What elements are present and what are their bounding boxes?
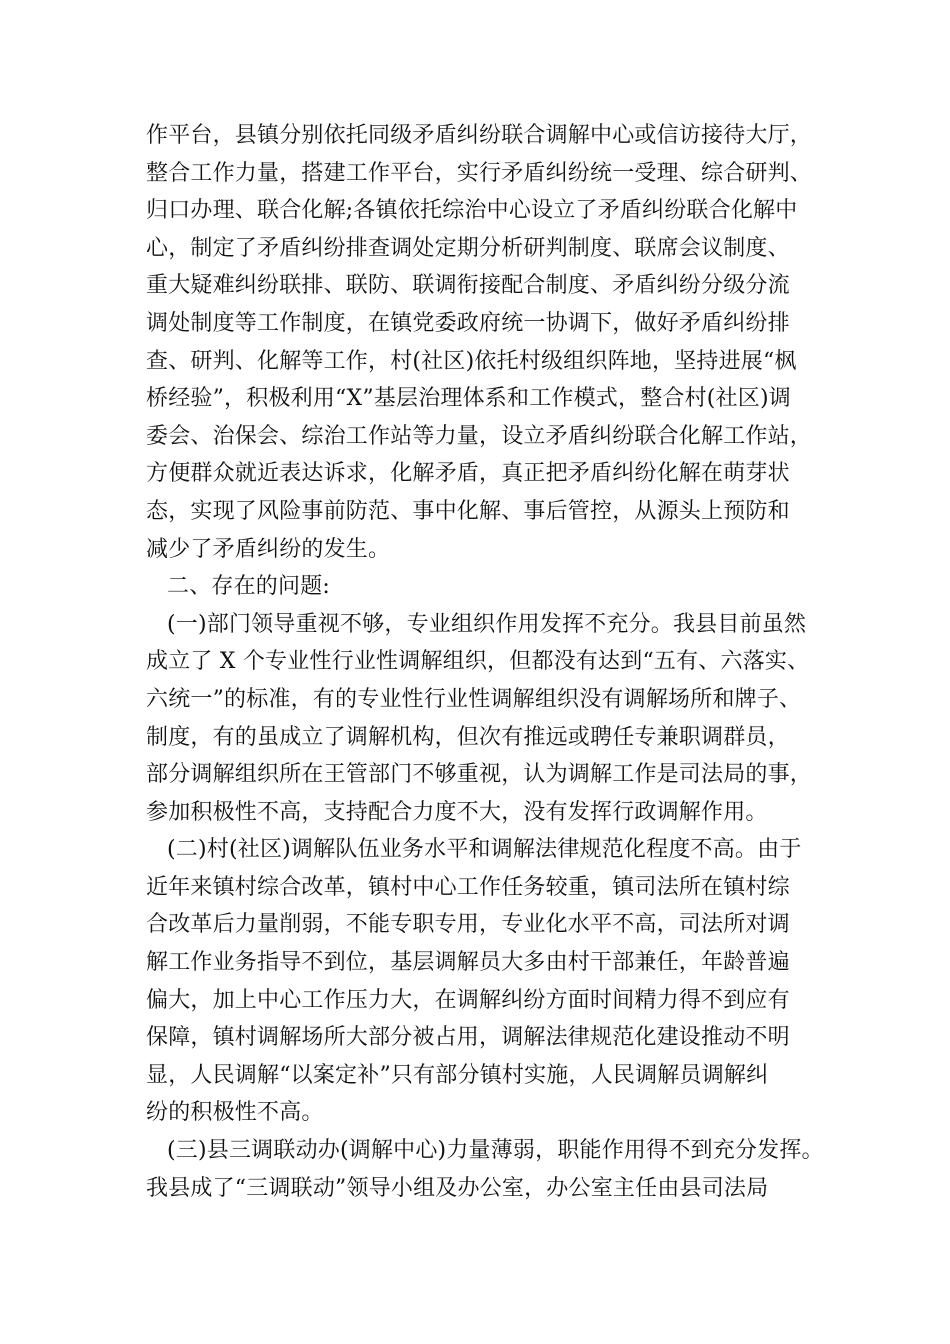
text-line: 六统一”的标准，有的专业性行业性调解组织没有调解场所和牌子、 bbox=[146, 686, 802, 712]
text-line: 桥经验”，积极利用“X”基层治理体系和工作模式，整合村(社区)调 bbox=[146, 386, 791, 412]
text-line: 归口办理、联合化解;各镇依托综治中心设立了矛盾纠纷联合化解中 bbox=[146, 198, 798, 224]
text-line: 近年来镇村综合改革，镇村中心工作任务较重，镇司法所在镇村综 bbox=[146, 874, 790, 900]
text-line: 成立了 X 个专业性行业性调解组织，但都没有达到“五有、六落实、 bbox=[146, 649, 810, 675]
paragraph-first-line: (一)部门领导重视不够，专业组织作用发挥不充分。我县目前虽然 bbox=[167, 611, 807, 637]
text-line: 保障，镇村调解场所大部分被占用，调解法律规范化建设推动不明 bbox=[146, 1025, 790, 1051]
text-line: 偏大，加上中心工作压力大，在调解纠纷方面时间精力得不到应有 bbox=[146, 987, 790, 1013]
text-line: 显，人民调解“以案定补”只有部分镇村实施，人民调解员调解纠 bbox=[146, 1062, 769, 1088]
text-line: 解工作业务指导不到位，基层调解员大多由村干部兼任，年龄普遍 bbox=[146, 950, 790, 976]
text-line: 合改革后力量削弱，不能专职专用，专业化水平不高，司法所对调 bbox=[146, 912, 790, 938]
text-line: 查、研判、化解等工作，村(社区)依托村级组织阵地，坚持进展“枫 bbox=[146, 348, 797, 374]
paragraph-first-line: (二)村(社区)调解队伍业务水平和调解法律规范化程度不高。由于 bbox=[167, 837, 802, 863]
text-line: 重大疑难纠纷联排、联防、联调衔接配合制度、矛盾纠纷分级分流 bbox=[146, 273, 790, 299]
document-body bbox=[146, 117, 828, 1207]
text-line: 减少了矛盾纠纷的发生。 bbox=[146, 536, 391, 562]
text-line: 方便群众就近表达诉求，化解矛盾，真正把矛盾纠纷化解在萌芽状 bbox=[146, 461, 790, 487]
text-line: 调处制度等工作制度，在镇党委政府统一协调下，做好矛盾纠纷排 bbox=[146, 310, 790, 336]
text-line: 制度，有的虽成立了调解机构，但次有推远或聘任专兼职调群员， bbox=[146, 724, 790, 750]
text-line: 参加积极性不高，支持配合力度不大，没有发挥行政调解作用。 bbox=[146, 799, 768, 825]
text-line: 作平台，县镇分别依托同级矛盾纠纷联合调解中心或信访接待大厅， bbox=[146, 123, 813, 148]
paragraph-first-line: (三)县三调联动办(调解中心)力量薄弱，职能作用得不到充分发挥。 bbox=[167, 1138, 824, 1164]
text-line: 心，制定了矛盾纠纷排查调处定期分析研判制度、联席会议制度、 bbox=[146, 235, 790, 261]
text-line: 态，实现了风险事前防范、事中化解、事后管控，从源头上预防和 bbox=[146, 498, 790, 524]
text-line: 整合工作力量，搭建工作平台，实行矛盾纠纷统一受理、综合研判、 bbox=[146, 160, 813, 186]
text-line: 我县成了“三调联动”领导小组及办公室，办公室主任由县司法局 bbox=[146, 1175, 769, 1201]
text-line: 纷的积极性不高。 bbox=[146, 1100, 324, 1126]
text-line: 委会、治保会、综治工作站等力量，设立矛盾纠纷联合化解工作站， bbox=[146, 423, 813, 449]
text-line: 部分调解组织所在王管部门不够重视，认为调解工作是司法局的事， bbox=[146, 762, 813, 788]
section-heading: 二、存在的问题: bbox=[167, 574, 331, 600]
